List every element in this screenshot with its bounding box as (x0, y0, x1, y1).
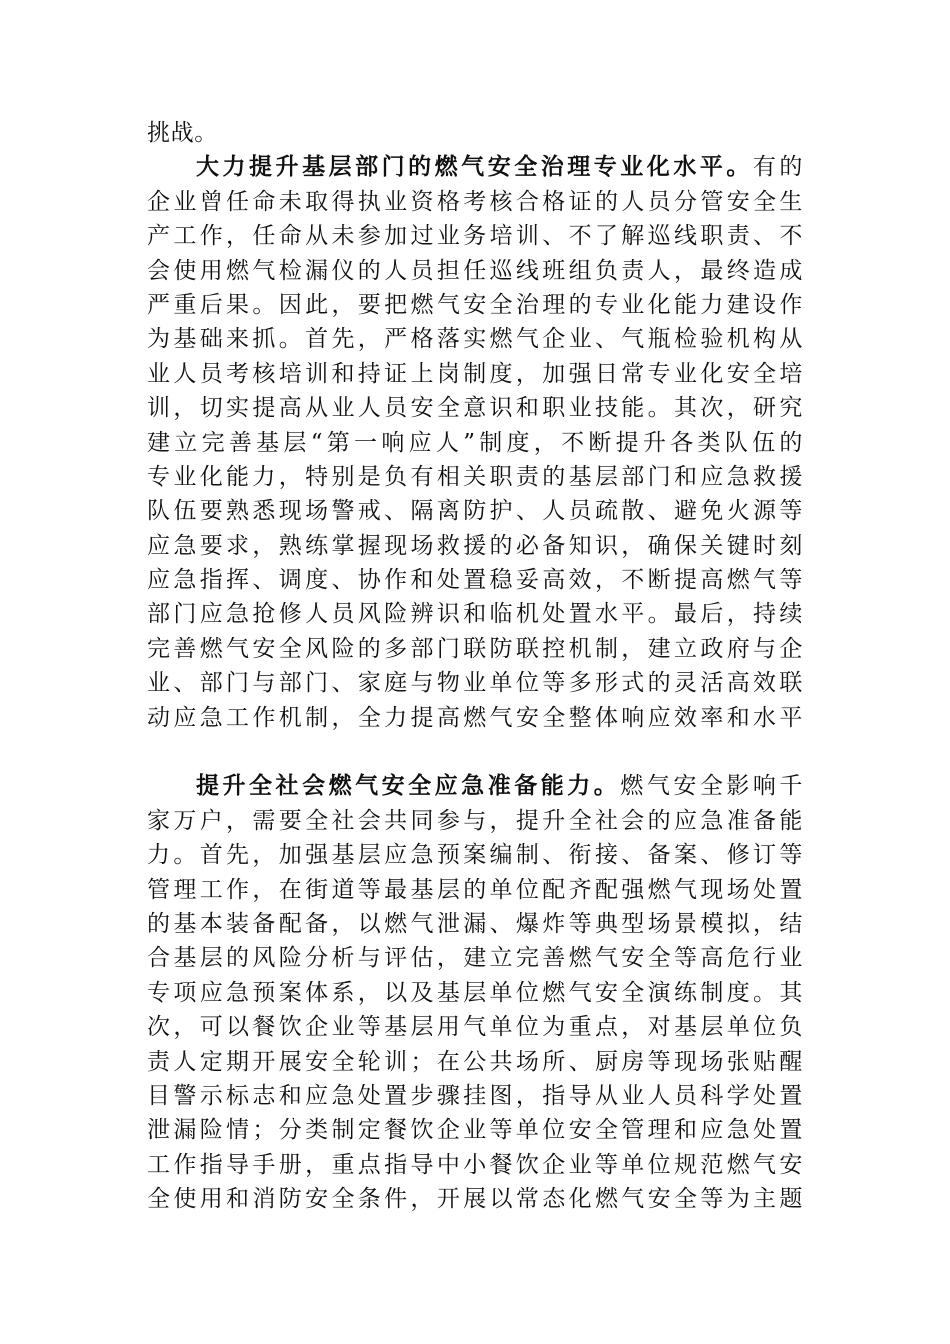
paragraph-2-line: 次，可以餐饮企业等基层用气单位为重点，对基层单位负 (147, 1014, 803, 1041)
paragraph-1-line: 完善燃气安全风险的多部门联防联控机制，建立政府与企 (147, 635, 803, 662)
paragraph-1-line: 应急指挥、调度、协作和处置稳妥高效，不断提高燃气等 (147, 567, 803, 594)
paragraph-2-line: 家万户，需要全社会共同参与，提升全社会的应急准备能 (147, 807, 803, 834)
paragraph-0-line-1 (147, 116, 803, 150)
paragraph-1-line: 训，切实提高从业人员安全意识和职业技能。其次，研究 (147, 395, 803, 422)
paragraph-2-line: 全使用和消防安全条件，开展以常态化燃气安全等为主题 (147, 1186, 803, 1213)
paragraph-1 (147, 150, 803, 735)
paragraph-1-line: 队伍要熟悉现场警戒、隔离防护、人员疏散、避免火源等 (147, 498, 803, 525)
paragraph-2-heading: 提升全社会燃气安全应急准备能力。 (196, 773, 621, 800)
paragraph-1-line: 业人员考核培训和持证上岗制度，加强日常专业化安全培 (147, 360, 803, 387)
paragraph-2-line: 管理工作，在街道等最基层的单位配齐配强燃气现场处置 (147, 876, 803, 903)
paragraph-2-line: 工作指导手册，重点指导中小餐饮企业等单位规范燃气安 (147, 1151, 803, 1178)
paragraph-2-line: 合基层的风险分析与评估，建立完善燃气安全等高危行业 (147, 945, 803, 972)
paragraph-1-line: 会使用燃气检漏仪的人员担任巡线班组负责人，最终造成 (147, 257, 803, 284)
paragraph-1-line: 建立完善基层“第一响应人”制度，不断提升各类队伍的 (147, 429, 803, 456)
paragraph-1-line: 业、部门与部门、家庭与物业单位等多形式的灵活高效联 (147, 670, 803, 697)
paragraph-1-heading: 大力提升基层部门的燃气安全治理专业化水平。 (196, 154, 753, 181)
paragraph-1-line: 严重后果。因此，要把燃气安全治理的专业化能力建设作 (147, 291, 803, 318)
paragraph-2-first-line (147, 769, 803, 803)
paragraph-2-line: 泄漏险情；分类制定餐饮企业等单位安全管理和应急处置 (147, 1117, 803, 1144)
paragraph-0-text: 挑战。 (147, 120, 218, 146)
paragraph-2-line: 力。首先，加强基层应急预案编制、衔接、备案、修订等 (147, 842, 803, 869)
paragraph-1-first-line-rest: 有的 (752, 154, 803, 181)
paragraph-2-line: 的基本装备配备，以燃气泄漏、爆炸等典型场景模拟，结 (147, 910, 803, 937)
paragraph-1-line: 专业化能力，特别是负有相关职责的基层部门和应急救援 (147, 463, 803, 490)
paragraph-2-line: 专项应急预案体系，以及基层单位燃气安全演练制度。其 (147, 979, 803, 1006)
paragraph-2 (147, 769, 803, 1216)
paragraph-1-line: 为基础来抓。首先，严格落实燃气企业、气瓶检验机构从 (147, 326, 803, 353)
paragraph-2-line: 责人定期开展安全轮训；在公共场所、厨房等现场张贴醒 (147, 1048, 803, 1075)
paragraph-spacer (147, 735, 803, 769)
paragraph-1-line: 应急要求，熟练掌握现场救援的必备知识，确保关键时刻 (147, 532, 803, 559)
paragraph-1-line: 部门应急抢修人员风险辨识和临机处置水平。最后，持续 (147, 601, 803, 628)
paragraph-1-first-line (147, 150, 803, 184)
paragraph-1-line: 产工作，任命从未参加过业务培训、不了解巡线职责、不 (147, 223, 803, 250)
paragraph-2-line: 目警示标志和应急处置步骤挂图，指导从业人员科学处置 (147, 1082, 803, 1109)
paragraph-1-line: 动应急工作机制，全力提高燃气安全整体响应效率和水平 (147, 704, 803, 731)
paragraph-1-line: 企业曾任命未取得执业资格考核合格证的人员分管安全生 (147, 188, 803, 215)
document-body (147, 116, 803, 1217)
paragraph-2-first-line-rest: 燃气安全影响千 (620, 773, 803, 800)
